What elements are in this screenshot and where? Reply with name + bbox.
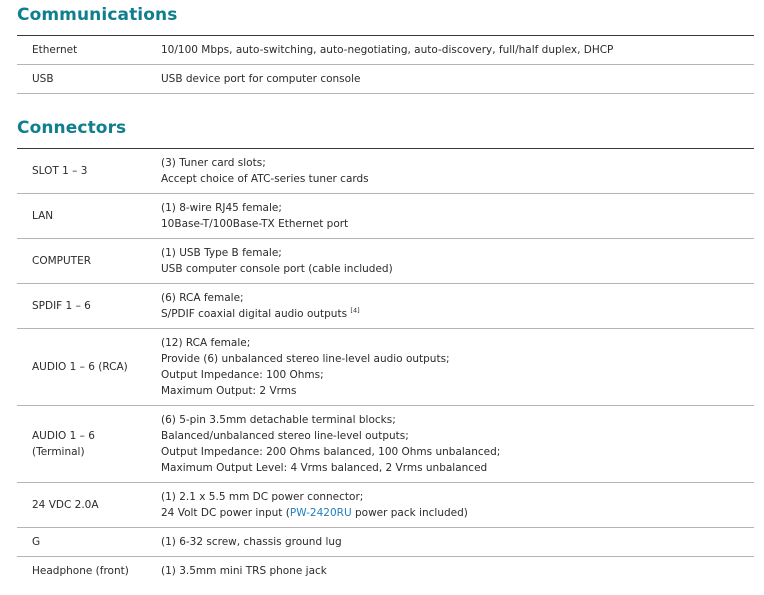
table-row — [17, 557, 754, 586]
spec-label: AUDIO 1 – 6 (Terminal) — [32, 430, 95, 458]
spec-value: USB device port for computer console — [161, 73, 361, 85]
table-row — [17, 329, 754, 406]
table-row — [17, 239, 754, 284]
spec-label: Ethernet — [32, 44, 78, 56]
spec-label: USB — [32, 73, 54, 85]
table-row — [17, 36, 754, 65]
table-row — [17, 194, 754, 239]
pw-2420ru-link[interactable]: PW-2420RU — [289, 507, 352, 519]
connectors-table — [17, 148, 754, 586]
table-row — [17, 149, 754, 194]
table-row — [17, 528, 754, 557]
spec-label: Headphone (front) — [32, 565, 129, 578]
spec-label: 24 VDC 2.0A — [32, 499, 99, 511]
connectors-heading: Connectors — [17, 118, 127, 138]
communications-heading: Communications — [17, 5, 178, 25]
table-row — [17, 284, 754, 329]
spec-value: (1) 8-wire RJ45 female; 10Base-T/100Base-TX Ethernet port — [161, 202, 349, 230]
spec-value: (6) RCA female; S/PDIF coaxial digital audio outputs [4] — [161, 292, 360, 320]
spec-value: (3) Tuner card slots; Accept choice of ATC-series tuner cards — [161, 157, 369, 185]
communications-table — [17, 35, 754, 94]
table-row — [17, 483, 754, 528]
spec-value: (1) 3.5mm mini TRS phone jack — [161, 565, 327, 578]
spec-value: (1) 6-32 screw, chassis ground lug — [161, 536, 342, 548]
spec-label: AUDIO 1 – 6 (RCA) — [32, 361, 128, 373]
spec-label: G — [32, 536, 41, 548]
footnote-marker: [4] — [350, 306, 360, 315]
table-row — [17, 65, 754, 94]
spec-value: 10/100 Mbps, auto-switching, auto-negotiating, auto-discovery, full/half duplex, DHCP — [161, 44, 614, 56]
spec-value: (6) 5-pin 3.5mm detachable terminal blocks; Balanced/unbalanced stereo line-level outputs; Output Impedance: 200 Ohms balanced, 100 Ohms unbalanced; Maximum Output Level: 4 Vrms balanced, 2 Vrms unbalanced — [161, 414, 501, 474]
spec-label: SPDIF 1 – 6 — [32, 300, 91, 312]
spec-label: SLOT 1 – 3 — [32, 165, 88, 177]
spec-label: LAN — [32, 210, 54, 222]
spec-value: (1) USB Type B female; USB computer console port (cable included) — [161, 247, 393, 275]
spec-value: (12) RCA female; Provide (6) unbalanced stereo line-level audio outputs; Output Impedance: 100 Ohms; Maximum Output: 2 Vrms — [161, 337, 450, 397]
spec-value: (1) 2.1 x 5.5 mm DC power connector; 24 Volt DC power input (PW-2420RU power pack included) — [161, 491, 468, 519]
table-row — [17, 406, 754, 483]
spec-label: COMPUTER — [32, 255, 92, 267]
